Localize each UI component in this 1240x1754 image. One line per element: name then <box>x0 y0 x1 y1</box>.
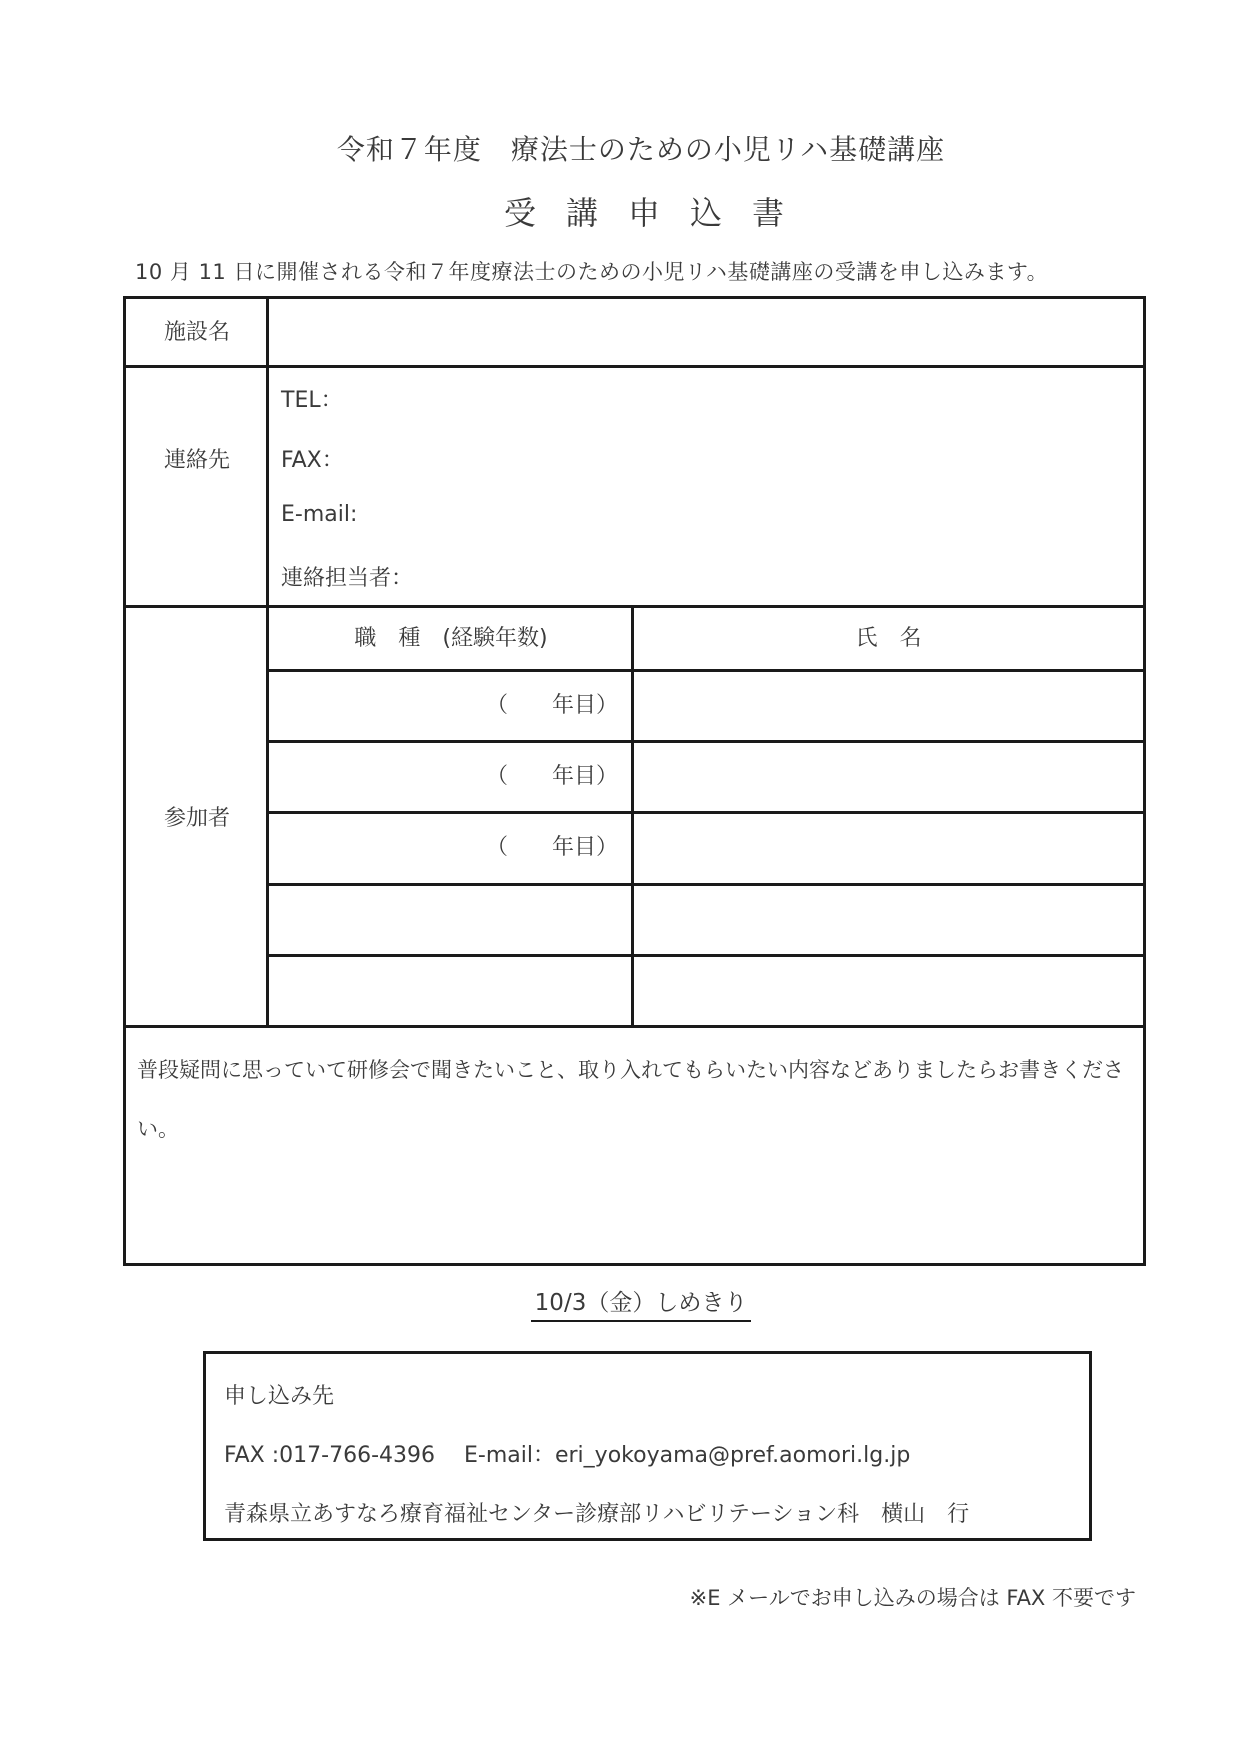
comment-input[interactable] <box>130 1159 1140 1263</box>
name-input[interactable] <box>637 887 1140 951</box>
job-input[interactable] <box>272 815 628 879</box>
contact-fax-email: FAX :017-766-4396 E-mail：eri_yokoyama@pref.aomori.lg.jp <box>224 1443 911 1468</box>
divider <box>126 365 1143 368</box>
facility-label: 施設名 <box>163 320 230 345</box>
application-form <box>123 296 1146 1266</box>
divider <box>268 954 1143 957</box>
name-input[interactable] <box>637 958 1140 1022</box>
divider <box>268 669 1143 672</box>
contact-address: 青森県立あすなろ療育福祉センター診療部リハビリテーション科 横山 行 <box>224 1502 970 1527</box>
deadline-text: 10/3（金）しめきり <box>0 1284 1240 1317</box>
divider <box>268 811 1143 814</box>
col-name-header: 氏 名 <box>855 626 922 651</box>
divider <box>268 740 1143 743</box>
comment-prompt: 普段疑問に思っていて研修会で聞きたいこと、取り入れてもらいたい内容などありましたらお書きください。 <box>137 1058 1124 1141</box>
job-input[interactable] <box>272 744 628 808</box>
fax-field[interactable]: FAX： <box>281 448 344 473</box>
years-text: （ 年目） <box>486 693 619 718</box>
col-job-header: 職 種 (経験年数) <box>354 626 548 651</box>
submission-contact-box <box>203 1351 1092 1541</box>
job-input[interactable] <box>272 673 628 737</box>
participants-label: 参加者 <box>163 806 230 831</box>
divider <box>631 605 634 1026</box>
contact-label: 連絡先 <box>163 448 230 473</box>
years-text: （ 年目） <box>486 764 619 789</box>
contact-person-field[interactable]: 連絡担当者： <box>281 566 414 591</box>
job-input[interactable] <box>272 958 628 1022</box>
footnote: ※E メールでお申し込みの場合は FAX 不要です <box>689 1586 1136 1610</box>
email-field[interactable]: E-mail: <box>281 502 358 527</box>
divider <box>126 1025 1143 1028</box>
name-input[interactable] <box>637 815 1140 879</box>
divider <box>266 299 269 1026</box>
facility-input[interactable] <box>272 303 1140 363</box>
name-input[interactable] <box>637 673 1140 737</box>
name-input[interactable] <box>637 744 1140 808</box>
years-text: （ 年目） <box>486 835 619 860</box>
contact-box-title: 申し込み先 <box>224 1384 335 1409</box>
divider <box>268 883 1143 886</box>
intro-text: 10 月 11 日に開催される令和７年度療法士のための小児リハ基礎講座の受講を申し込みます。 <box>135 260 1049 284</box>
document-title: 令和７年度 療法士のための小児リハ基礎講座 <box>336 133 946 166</box>
divider <box>126 605 1143 608</box>
tel-field[interactable]: TEL： <box>281 388 343 413</box>
job-input[interactable] <box>272 887 628 951</box>
form-heading: 受講申込書 <box>503 194 814 232</box>
